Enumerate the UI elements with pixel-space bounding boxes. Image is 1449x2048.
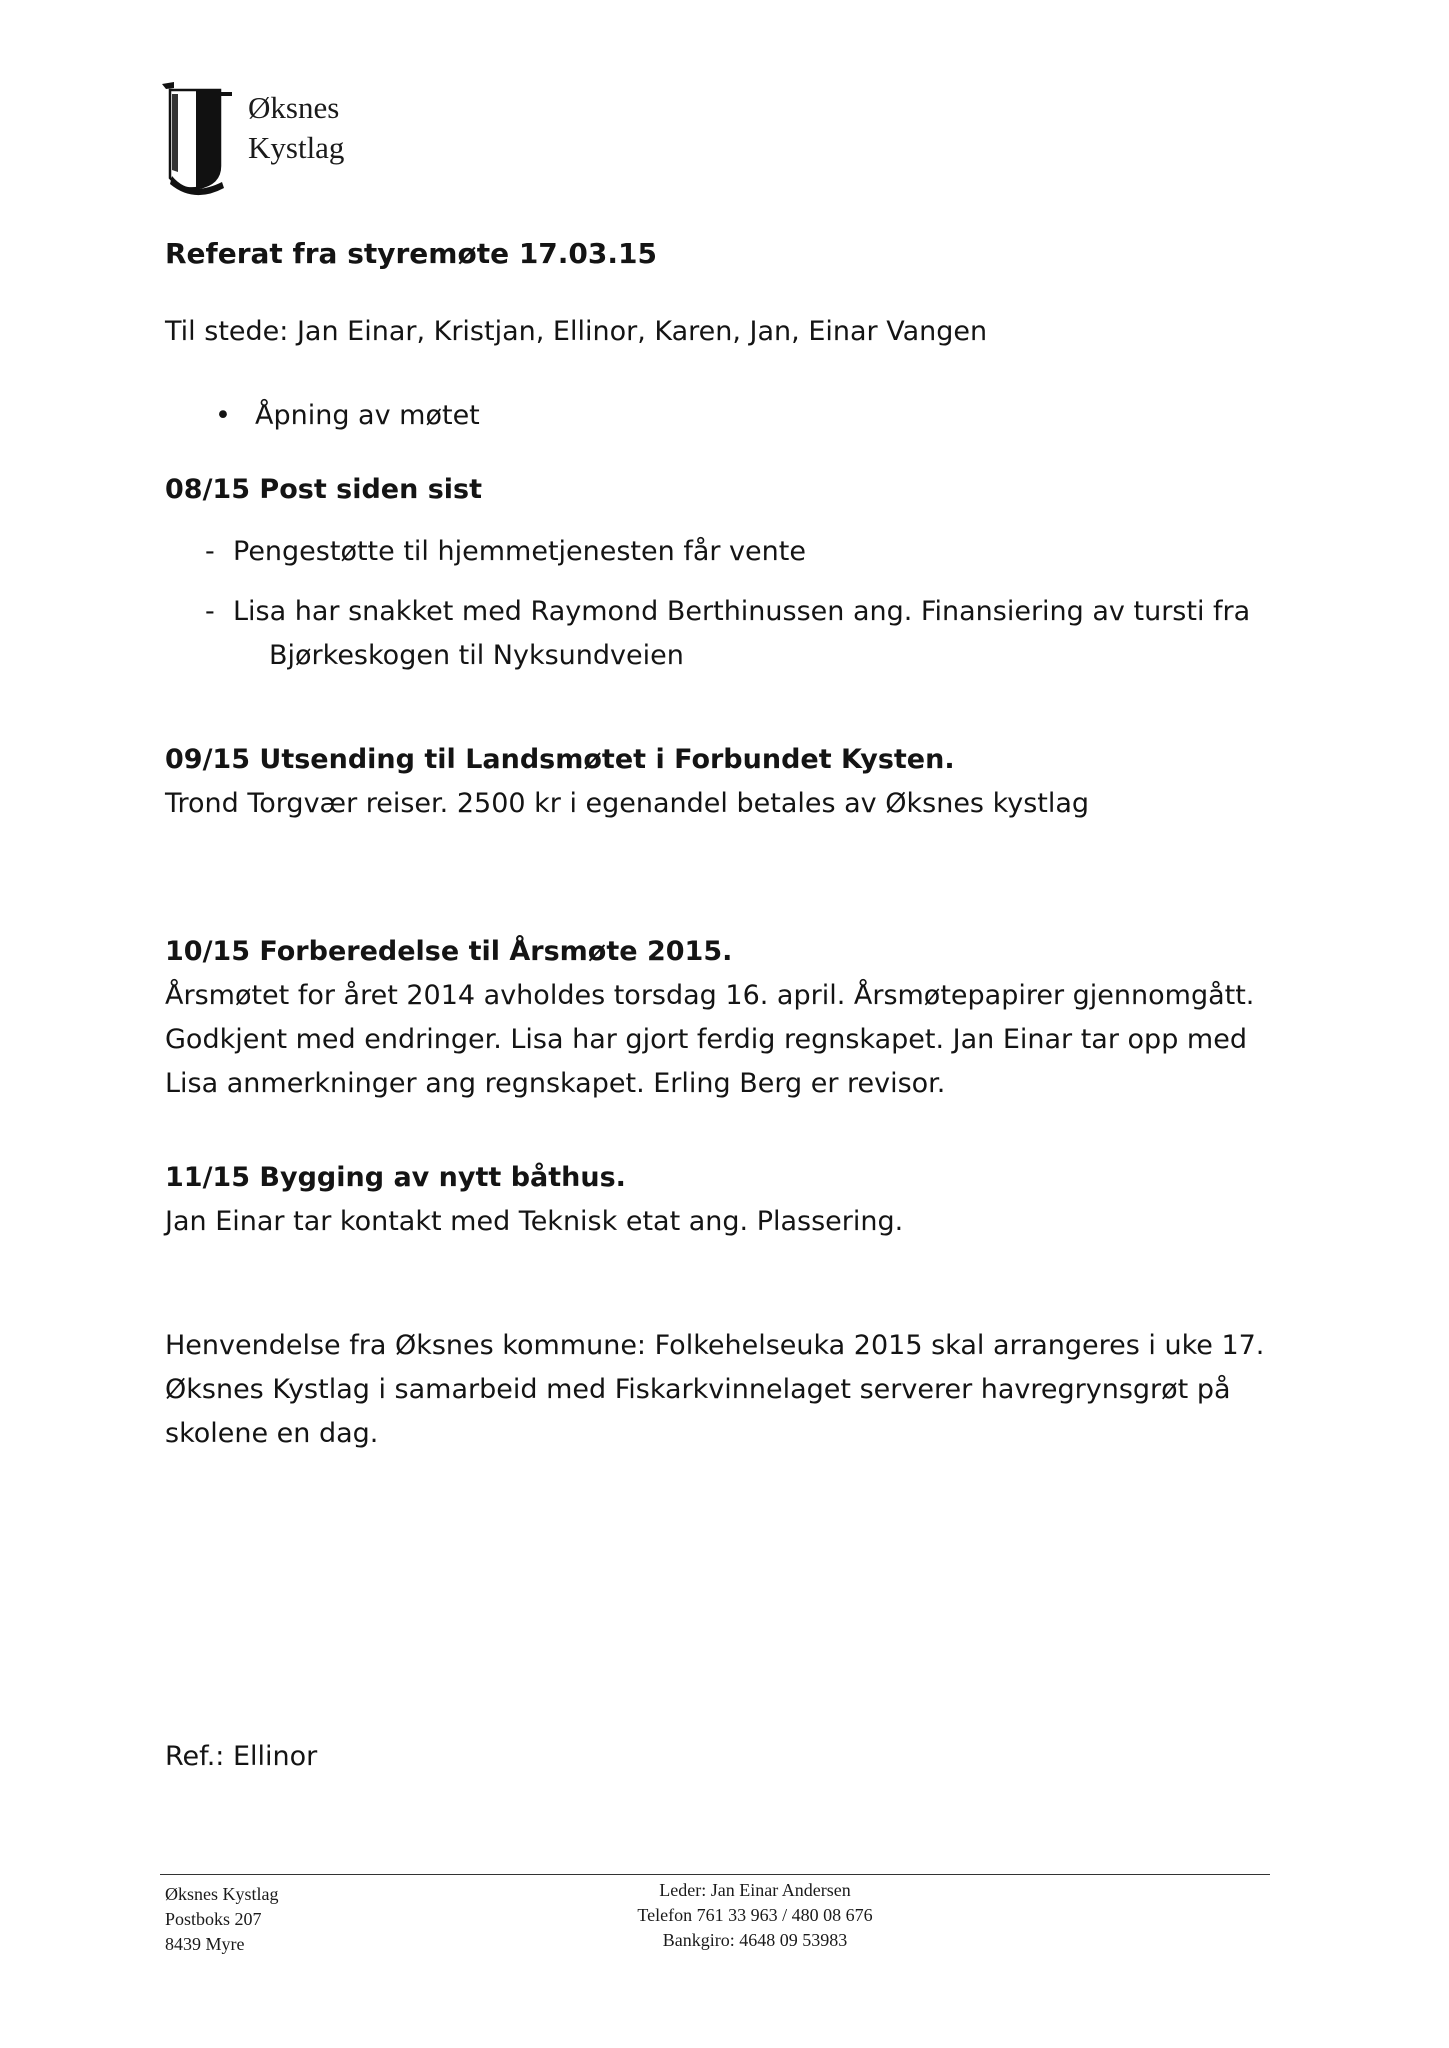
agenda-point [205, 590, 1275, 678]
agenda-item-09-15 [165, 738, 1275, 826]
agenda-point-line: Lisa har snakket med Raymond Berthinussen ang. Finansiering av tursti fra [233, 596, 1251, 627]
minutes-body [165, 232, 1275, 1456]
referent-line: Ref.: Ellinor [165, 1741, 318, 1772]
footer-address [165, 1882, 279, 1957]
agenda-item-heading: 10/15 Forberedelse til Årsmøte 2015. [165, 936, 733, 967]
agenda-item-text: Jan Einar tar kontakt med Teknisk etat ang. Plassering. [165, 1206, 904, 1237]
opening-list [165, 394, 1275, 438]
agenda-item-08-15 [165, 468, 1275, 678]
organization-name [248, 88, 344, 168]
agenda-item-heading: 11/15 Bygging av nytt båthus. [165, 1162, 626, 1193]
footer-postbox: Postboks 207 [165, 1909, 262, 1929]
shield-logo-icon [160, 80, 240, 198]
footer-postcode: 8439 Myre [165, 1934, 245, 1954]
agenda-item-11-15 [165, 1156, 1275, 1244]
document-title: Referat fra styremøte 17.03.15 [165, 237, 657, 270]
agenda-item-10-15 [165, 930, 1275, 1106]
footer-divider [160, 1874, 1270, 1875]
opening-bullet: • Åpning av møtet [215, 394, 1275, 438]
footer-leader: Leder: Jan Einar Andersen [659, 1880, 851, 1900]
agenda-item-points [165, 530, 1275, 678]
footer-phone: Telefon 761 33 963 / 480 08 676 [637, 1905, 873, 1925]
agenda-item-text: Årsmøtet for året 2014 avholdes torsdag 16. april. Årsmøtepapirer gjennomgått. Godkjent med endringer. Lisa har gjort ferdig regnskapet. Jan Einar tar opp med Lisa anmerkninger ang regnskapet. Erling Berg er revisor. [165, 980, 1255, 1099]
agenda-item-heading: 08/15 Post siden sist [165, 474, 483, 505]
attendees-line: Til stede: Jan Einar, Kristjan, Ellinor, Karen, Jan, Einar Vangen [165, 316, 988, 347]
footer-org-name: Øksnes Kystlag [165, 1884, 279, 1904]
organization-name-line2: Kystlag [248, 130, 345, 165]
agenda-point-continuation: Bjørkeskogen til Nyksundveien [269, 640, 684, 671]
agenda-item-heading: 09/15 Utsending til Landsmøtet i Forbundet Kysten. [165, 744, 955, 775]
organization-name-line1: Øksnes [248, 90, 340, 125]
footer-bank-account: Bankgiro: 4648 09 53983 [662, 1930, 848, 1950]
footer-contact [575, 1878, 935, 1953]
agenda-item-text: Trond Torgvær reiser. 2500 kr i egenandel betales av Øksnes kystlag [165, 788, 1090, 819]
municipality-inquiry: Henvendelse fra Øksnes kommune: Folkehelseuka 2015 skal arrangeres i uke 17. Øksnes Kystlag i samarbeid med Fiskarkvinnelaget serverer havregrynsgrøt på skolene en dag. [165, 1330, 1265, 1449]
agenda-point: - Pengestøtte til hjemmetjenesten får vente [205, 530, 1275, 574]
